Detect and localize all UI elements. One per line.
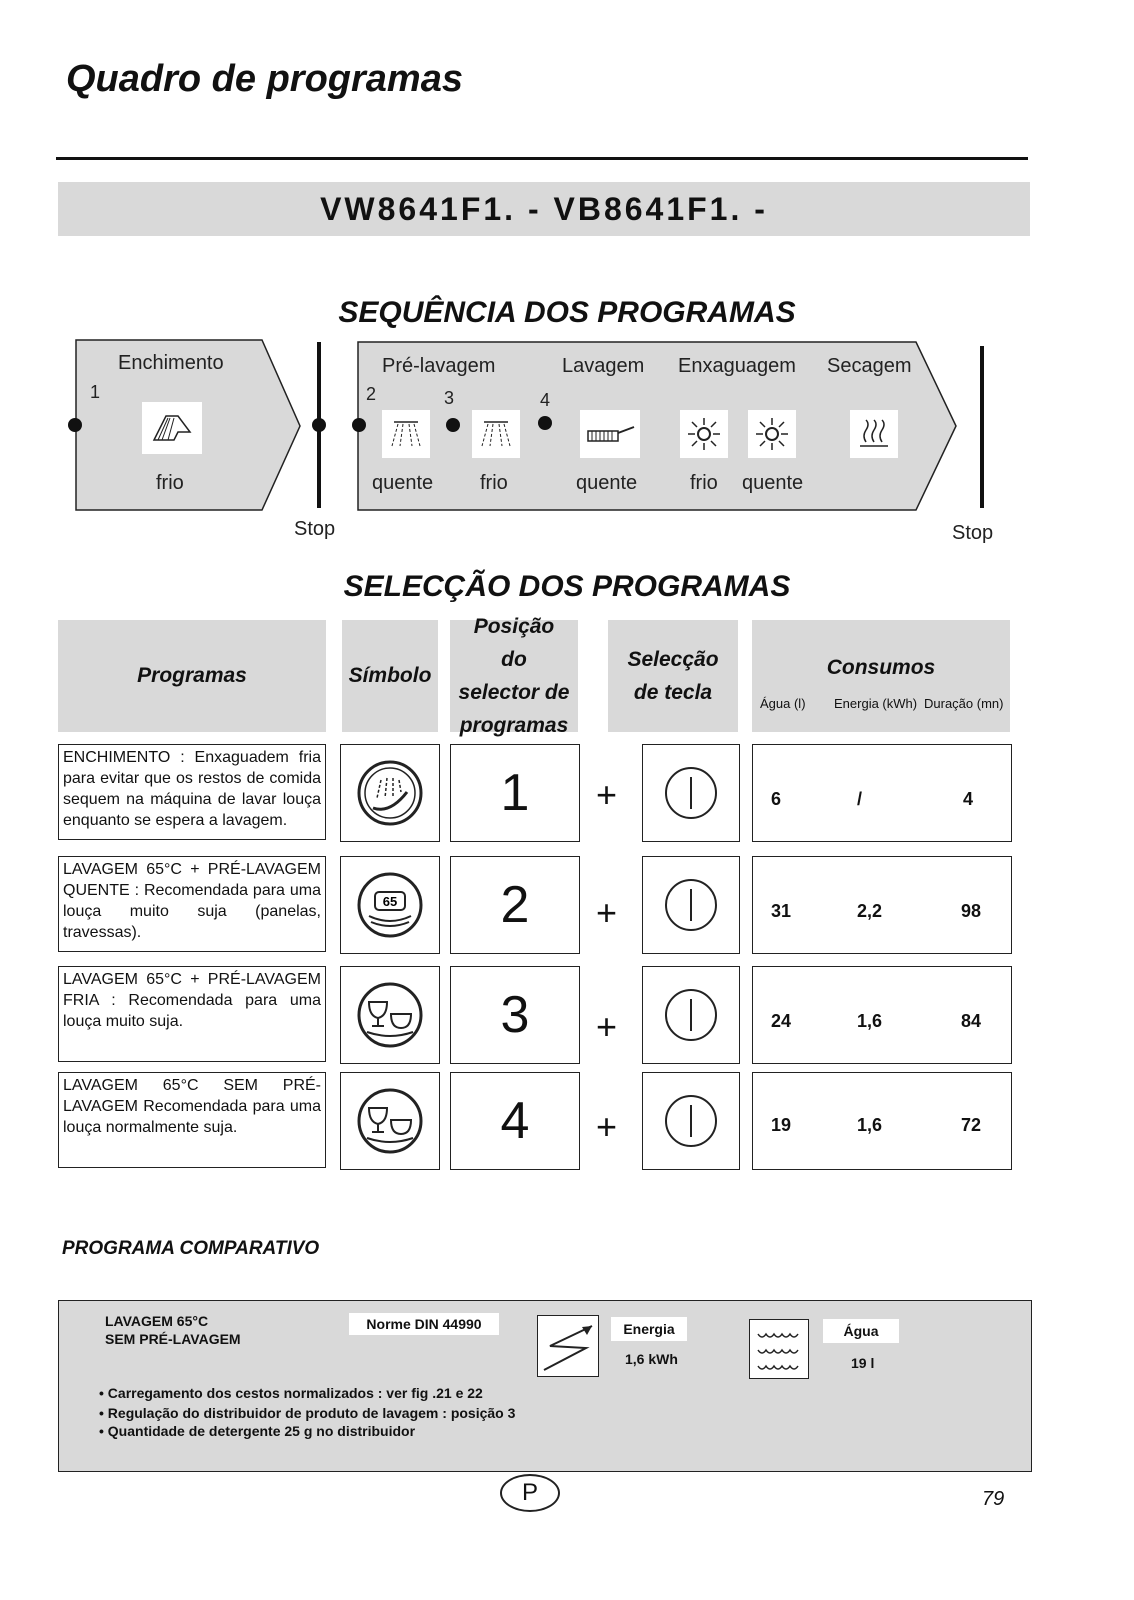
stage1-label: Enchimento: [118, 352, 224, 374]
row4-consumption: [752, 1072, 1012, 1170]
row4-key: [642, 1072, 740, 1170]
row3-symbol: [340, 966, 440, 1064]
temp-prelavagem-hot: quente: [372, 472, 434, 494]
temp-prelavagem-cold: frio: [480, 472, 508, 494]
row2-duracao: 98: [961, 901, 982, 921]
row1-energia: /: [857, 789, 863, 809]
row1-duracao: 4: [963, 789, 974, 809]
language-badge-text: P: [521, 1479, 538, 1506]
header-agua: Água (l): [760, 696, 806, 711]
temp-lavagem: quente: [576, 472, 638, 494]
row4-description: LAVAGEM 65°C SEM PRÉ-LAVAGEM Recomendada para uma louça normalmente suja.: [58, 1072, 326, 1168]
row2-position: 2: [450, 856, 580, 954]
header-programas: Programas: [58, 620, 326, 732]
stage-dot-3: [446, 418, 460, 432]
pot-65-symbol-icon: [355, 870, 425, 940]
header-duracao: Duração (mn): [924, 696, 1004, 711]
stage-number-4: 4: [540, 390, 551, 410]
comparative-box: [58, 1300, 1032, 1472]
drying-icon: [850, 410, 898, 458]
row4-position: 4: [450, 1072, 580, 1170]
header-seleccao: Selecção de tecla: [608, 620, 738, 732]
stop-label-2: Stop: [952, 522, 994, 544]
row3-key: [642, 966, 740, 1064]
wash-arm-icon: [580, 410, 640, 458]
comparative-agua-value: 19 l: [851, 1355, 875, 1371]
row4-agua: 19: [771, 1115, 792, 1135]
title-rule: [56, 157, 1028, 160]
rinse-hot-icon: [748, 410, 796, 458]
sequence-heading: SEQUÊNCIA DOS PROGRAMAS: [338, 296, 796, 329]
row1-description: ENCHIMENTO : Enxaguadem fria para evitar que os restos de comida sequem na máquina de lavar louça enquanto se espera a lavagem.: [58, 744, 326, 840]
glass-cup-symbol-icon: [355, 980, 425, 1050]
temp-enxaguagem-hot: quente: [742, 472, 804, 494]
row4-symbol: [340, 1072, 440, 1170]
row4-plus: +: [596, 1106, 618, 1147]
glass-cup-symbol-icon: [355, 1086, 425, 1156]
stop-line-2: [980, 346, 984, 508]
fill-rinse-symbol-icon: [355, 758, 425, 828]
row1-consumption: [752, 744, 1012, 842]
model-banner: [58, 182, 1030, 236]
row2-agua: 31: [771, 901, 792, 921]
stage-prelavagem-label: Pré-lavagem: [382, 355, 496, 377]
stage-lavagem-label: Lavagem: [562, 355, 645, 377]
row3-energia: 1,6: [857, 1011, 883, 1031]
row2-consumption: [752, 856, 1012, 954]
rinse-cold-icon: [680, 410, 728, 458]
spray-hot-icon: [382, 410, 430, 458]
row3-duracao: 84: [961, 1011, 982, 1031]
row2-symbol: [340, 856, 440, 954]
stage-dot-4: [538, 416, 552, 430]
comparative-heading: PROGRAMA COMPARATIVO: [62, 1238, 320, 1259]
stage1-dot: [68, 418, 82, 432]
language-badge: [500, 1474, 560, 1512]
power-button-icon: [661, 1091, 721, 1151]
stop-dot-1: [312, 418, 326, 432]
water-icon: [749, 1319, 809, 1379]
comparative-note-1: • Carregamento dos cestos normalizados : ver fig .21 e 22: [99, 1385, 483, 1401]
comparative-note-3: • Quantidade de detergente 25 g no distribuidor: [99, 1423, 416, 1439]
row2-description: LAVAGEM 65°C + PRÉ-LAVAGEM QUENTE : Recomendada para uma louça muito suja (panelas, travessas).: [58, 856, 326, 952]
stage1-temp: frio: [156, 472, 184, 494]
spray-cold-icon: [472, 410, 520, 458]
page-number: 79: [982, 1488, 1005, 1510]
comparative-agua-label: Água: [823, 1319, 899, 1343]
stage-dot-2: [352, 418, 366, 432]
stage-enxaguagem-label: Enxaguagem: [678, 355, 796, 377]
stage-secagem-label: Secagem: [827, 355, 912, 377]
header-consumos-box: [752, 620, 1010, 732]
comparative-energia-label: Energia: [611, 1317, 687, 1341]
row2-key: [642, 856, 740, 954]
power-button-icon: [661, 985, 721, 1045]
row4-duracao: 72: [961, 1115, 982, 1135]
row1-agua: 6: [771, 789, 782, 809]
row2-symbol-text: 65: [382, 894, 398, 909]
temp-enxaguagem-cold: frio: [690, 472, 718, 494]
row3-agua: 24: [771, 1011, 792, 1031]
header-consumos: Consumos: [826, 656, 936, 679]
row3-description: LAVAGEM 65°C + PRÉ-LAVAGEM FRIA : Recomendada para uma louça muito suja.: [58, 966, 326, 1062]
selection-heading: SELECÇÃO DOS PROGRAMAS: [343, 570, 791, 603]
comparative-program-line1: LAVAGEM 65°C: [105, 1313, 209, 1329]
row1-symbol: [340, 744, 440, 842]
row3-consumption: [752, 966, 1012, 1064]
comparative-note-2: • Regulação do distribuidor de produto de lavagem : posição 3: [99, 1405, 516, 1421]
header-simbolo: Símbolo: [342, 620, 438, 732]
comparative-energia-value: 1,6 kWh: [625, 1351, 678, 1367]
energy-icon: [537, 1315, 599, 1377]
stage1-number: 1: [90, 382, 101, 402]
power-button-icon: [661, 875, 721, 935]
row2-energia: 2,2: [857, 901, 883, 921]
comparative-program-line2: SEM PRÉ-LAVAGEM: [105, 1331, 241, 1347]
model-text: VW8641F1. - VB8641F1. -: [320, 190, 768, 227]
comparative-norm: Norme DIN 44990: [349, 1313, 499, 1335]
row1-plus: +: [596, 774, 618, 815]
header-posicao: Posição do selector de programas: [450, 620, 578, 732]
row2-plus: +: [596, 892, 618, 933]
stage-number-2: 2: [366, 384, 377, 404]
power-button-icon: [661, 763, 721, 823]
row3-position: 3: [450, 966, 580, 1064]
row3-plus: +: [596, 1006, 618, 1047]
fill-spray-icon: [142, 402, 202, 454]
header-energia: Energia (kWh): [834, 696, 918, 711]
stage-number-3: 3: [444, 388, 455, 408]
stop-label-1: Stop: [294, 518, 336, 540]
page-title: Quadro de programas: [66, 58, 463, 100]
row1-key: [642, 744, 740, 842]
row4-energia: 1,6: [857, 1115, 883, 1135]
row1-position: 1: [450, 744, 580, 842]
